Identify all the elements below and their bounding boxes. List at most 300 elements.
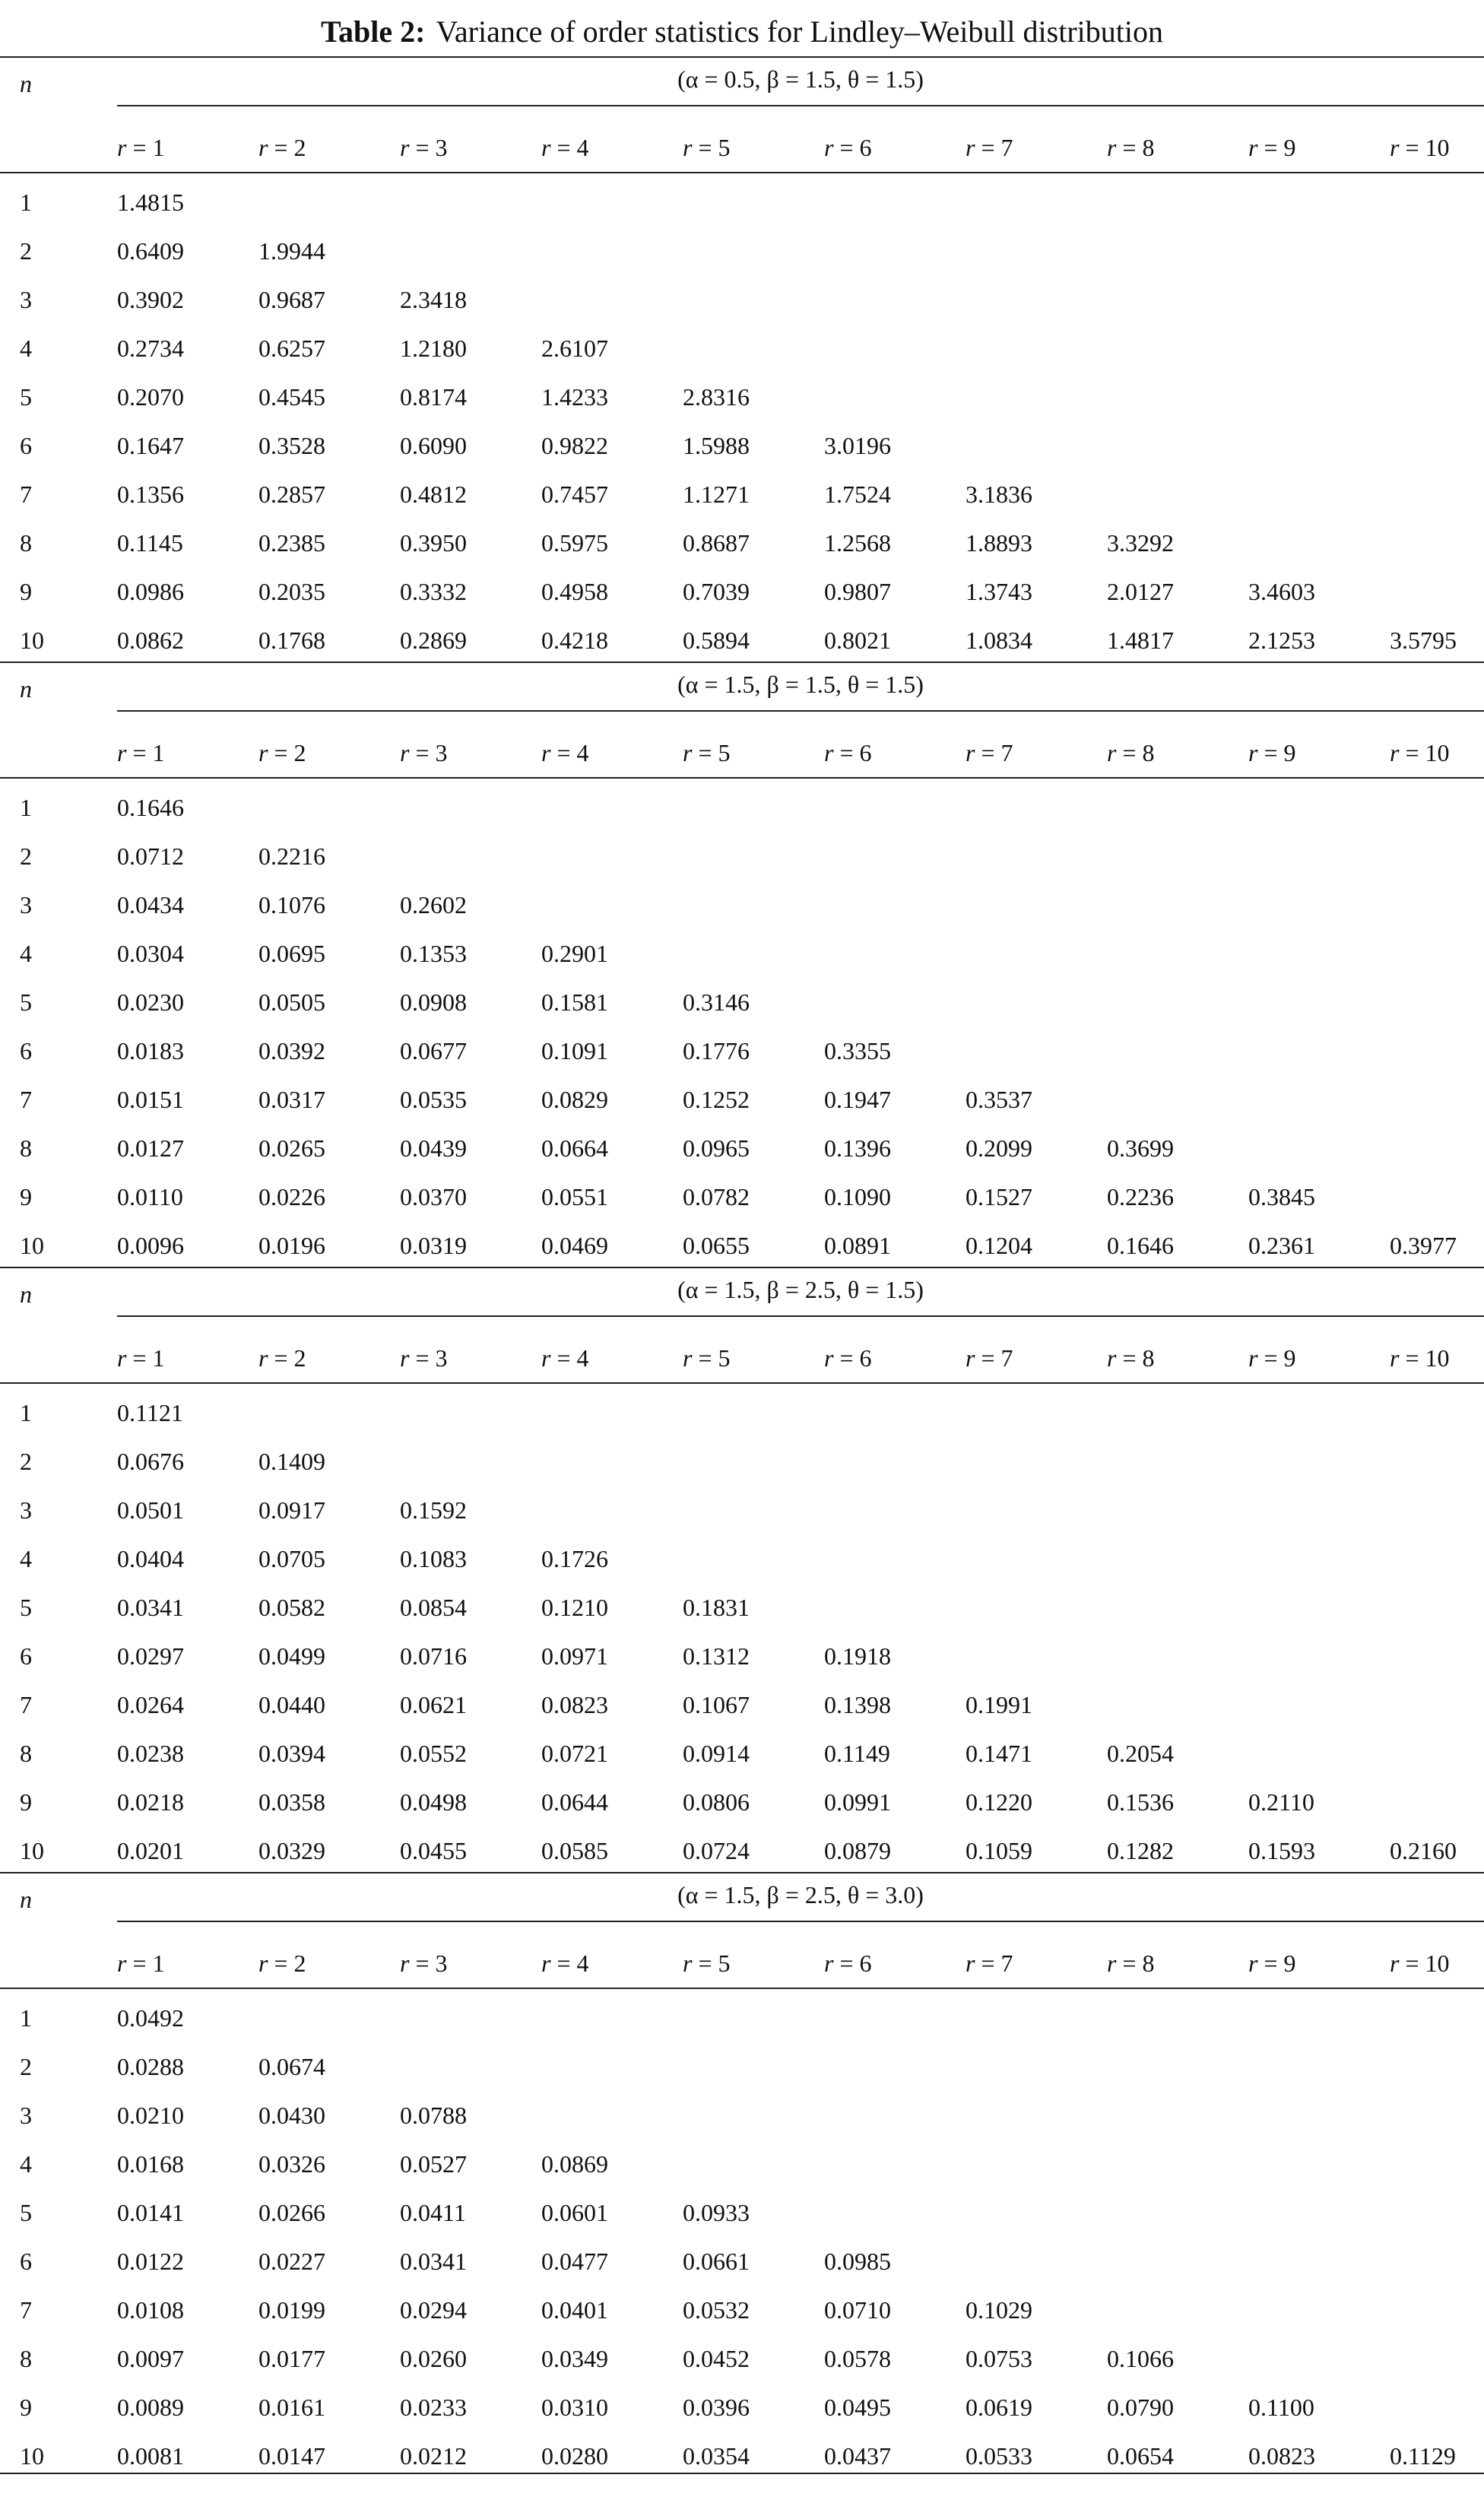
column-header: r = 5 xyxy=(683,1344,731,1372)
table-caption-label: Table 2: xyxy=(321,14,426,49)
column-header-rule xyxy=(0,1988,1484,1989)
column-header: r = 5 xyxy=(683,1950,731,1977)
table-cell: 2.8316 xyxy=(683,383,750,411)
table-cell: 0.0358 xyxy=(258,1788,325,1816)
table-cell: 0.0601 xyxy=(541,2199,608,2226)
table-cell: 2.3418 xyxy=(400,286,467,313)
row-label-n: 8 xyxy=(20,1740,32,1767)
table-cell: 0.1592 xyxy=(400,1496,467,1524)
table-cell: 0.3537 xyxy=(966,1086,1032,1113)
column-header: r = 5 xyxy=(683,739,731,766)
column-header: r = 8 xyxy=(1107,134,1155,161)
column-header: r = 7 xyxy=(966,739,1013,766)
table-cell: 0.0404 xyxy=(117,1545,184,1572)
table-cell: 0.0437 xyxy=(824,2442,891,2470)
table-cell: 0.0455 xyxy=(400,1837,467,1864)
parameter-underline-rule xyxy=(117,105,1484,106)
table-cell: 0.0661 xyxy=(683,2248,750,2275)
table-cell: 0.1593 xyxy=(1248,1837,1315,1864)
row-label-n: 3 xyxy=(20,2102,32,2129)
table-cell: 0.2869 xyxy=(400,627,467,654)
table-block xyxy=(0,56,1484,661)
table-cell: 0.0854 xyxy=(400,1594,467,1621)
table-cell: 0.3699 xyxy=(1107,1134,1174,1162)
table-cell: 0.0168 xyxy=(117,2150,184,2178)
table-cell: 0.0370 xyxy=(400,1183,467,1210)
column-header: r = 10 xyxy=(1390,1950,1450,1977)
table-block xyxy=(0,1267,1484,1872)
column-header: r = 9 xyxy=(1248,1950,1296,1977)
table-cell: 0.0532 xyxy=(683,2296,750,2324)
column-header: r = 2 xyxy=(258,1344,306,1372)
table-cell: 0.0310 xyxy=(541,2394,608,2421)
table-cell: 0.0349 xyxy=(541,2345,608,2372)
table-cell: 0.2054 xyxy=(1107,1740,1174,1767)
table-cell: 0.0394 xyxy=(258,1740,325,1767)
column-header: r = 3 xyxy=(400,134,448,161)
table-cell: 0.0127 xyxy=(117,1134,184,1162)
table-cell: 0.0151 xyxy=(117,1086,184,1113)
column-header: r = 3 xyxy=(400,739,448,766)
table-cell: 0.0790 xyxy=(1107,2394,1174,2421)
table-cell: 0.2216 xyxy=(258,842,325,870)
table-cell: 0.0401 xyxy=(541,2296,608,2324)
table-cell: 0.0710 xyxy=(824,2296,891,2324)
table-cell: 0.0971 xyxy=(541,1642,608,1670)
table-cell: 0.0089 xyxy=(117,2394,184,2421)
column-header: r = 2 xyxy=(258,739,306,766)
row-label-n: 2 xyxy=(20,2053,32,2080)
column-header: r = 7 xyxy=(966,1344,1013,1372)
table-cell: 0.1220 xyxy=(966,1788,1032,1816)
table-cell: 3.0196 xyxy=(824,432,891,459)
table-cell: 0.1312 xyxy=(683,1642,750,1670)
table-cell: 0.0498 xyxy=(400,1788,467,1816)
table-cell: 0.0862 xyxy=(117,627,184,654)
table-cell: 0.1066 xyxy=(1107,2345,1174,2372)
column-header: r = 9 xyxy=(1248,739,1296,766)
table-cell: 0.4812 xyxy=(400,481,467,508)
block-top-rule xyxy=(0,1267,1484,1268)
row-label-n: 4 xyxy=(20,1545,32,1572)
table-cell: 0.0721 xyxy=(541,1740,608,1767)
row-label-n: 1 xyxy=(20,1399,32,1426)
table-block xyxy=(0,661,1484,1267)
row-label-n: 8 xyxy=(20,2345,32,2372)
table-cell: 0.0619 xyxy=(966,2394,1032,2421)
table-cell: 0.2734 xyxy=(117,335,184,362)
column-header: r = 10 xyxy=(1390,1344,1450,1372)
table-cell: 0.4545 xyxy=(258,383,325,411)
row-label-n: 10 xyxy=(20,1232,44,1259)
table-cell: 0.0891 xyxy=(824,1232,891,1259)
table-cell: 0.0965 xyxy=(683,1134,750,1162)
column-header: r = 8 xyxy=(1107,1344,1155,1372)
table-cell: 0.0879 xyxy=(824,1837,891,1864)
table-cell: 0.1831 xyxy=(683,1594,750,1621)
column-header: r = 1 xyxy=(117,134,165,161)
row-label-n: 6 xyxy=(20,1642,32,1670)
table-cell: 0.0823 xyxy=(541,1691,608,1718)
table-cell: 0.5894 xyxy=(683,627,750,654)
table-cell: 0.0724 xyxy=(683,1837,750,1864)
table-cell: 0.1076 xyxy=(258,891,325,918)
table-cell: 0.0230 xyxy=(117,988,184,1016)
table-cell: 0.0226 xyxy=(258,1183,325,1210)
table-cell: 0.0434 xyxy=(117,891,184,918)
table-cell: 0.0319 xyxy=(400,1232,467,1259)
table-cell: 0.1947 xyxy=(824,1086,891,1113)
table-cell: 0.3977 xyxy=(1390,1232,1457,1259)
table-cell: 0.0492 xyxy=(117,2004,184,2032)
table-cell: 0.7039 xyxy=(683,578,750,605)
table-cell: 0.1090 xyxy=(824,1183,891,1210)
table-cell: 0.0196 xyxy=(258,1232,325,1259)
parameter-header: (α = 0.5, β = 1.5, θ = 1.5) xyxy=(677,65,924,93)
table-cell: 0.2035 xyxy=(258,578,325,605)
table-cell: 0.8687 xyxy=(683,529,750,557)
table-cell: 0.0716 xyxy=(400,1642,467,1670)
table-cell: 0.1536 xyxy=(1107,1788,1174,1816)
table-cell: 0.1768 xyxy=(258,627,325,654)
table-cell: 0.0644 xyxy=(541,1788,608,1816)
table-cell: 0.0933 xyxy=(683,2199,750,2226)
table-cell: 3.1836 xyxy=(966,481,1032,508)
table-cell: 0.1527 xyxy=(966,1183,1032,1210)
table-cell: 0.2602 xyxy=(400,891,467,918)
row-label-n: 5 xyxy=(20,2199,32,2226)
table-cell: 1.4233 xyxy=(541,383,608,411)
table-cell: 0.0499 xyxy=(258,1642,325,1670)
table-cell: 0.0495 xyxy=(824,2394,891,2421)
table-cell: 0.1210 xyxy=(541,1594,608,1621)
column-header: r = 9 xyxy=(1248,134,1296,161)
table-cell: 0.0141 xyxy=(117,2199,184,2226)
table-cell: 0.0551 xyxy=(541,1183,608,1210)
table-cell: 0.3146 xyxy=(683,988,750,1016)
table-cell: 0.1059 xyxy=(966,1837,1032,1864)
table-cell: 0.8174 xyxy=(400,383,467,411)
table-cell: 1.4817 xyxy=(1107,627,1174,654)
row-header-n: n xyxy=(20,1280,32,1308)
row-label-n: 5 xyxy=(20,988,32,1016)
column-header: r = 3 xyxy=(400,1344,448,1372)
table-cell: 1.1271 xyxy=(683,481,750,508)
table-cell: 1.4815 xyxy=(117,189,184,216)
table-cell: 0.0288 xyxy=(117,2053,184,2080)
table-cell: 0.6409 xyxy=(117,237,184,265)
table-cell: 0.0227 xyxy=(258,2248,325,2275)
table-cell: 0.0705 xyxy=(258,1545,325,1572)
row-label-n: 7 xyxy=(20,1691,32,1718)
column-header: r = 7 xyxy=(966,1950,1013,1977)
table-cell: 1.0834 xyxy=(966,627,1032,654)
row-label-n: 1 xyxy=(20,189,32,216)
parameter-header: (α = 1.5, β = 2.5, θ = 3.0) xyxy=(677,1881,924,1908)
table-cell: 0.0110 xyxy=(117,1183,183,1210)
table-cell: 0.8021 xyxy=(824,627,891,654)
parameter-header: (α = 1.5, β = 1.5, θ = 1.5) xyxy=(677,671,924,698)
table-cell: 0.0294 xyxy=(400,2296,467,2324)
row-label-n: 5 xyxy=(20,1594,32,1621)
table-cell: 0.9807 xyxy=(824,578,891,605)
row-label-n: 10 xyxy=(20,2442,44,2470)
column-header-rule xyxy=(0,172,1484,173)
table-cell: 0.0430 xyxy=(258,2102,325,2129)
table-cell: 0.1776 xyxy=(683,1037,750,1064)
table-cell: 0.3845 xyxy=(1248,1183,1315,1210)
row-label-n: 7 xyxy=(20,1086,32,1113)
table-cell: 0.9822 xyxy=(541,432,608,459)
table-cell: 0.0081 xyxy=(117,2442,184,2470)
table-cell: 0.0985 xyxy=(824,2248,891,2275)
table-cell: 0.0238 xyxy=(117,1740,184,1767)
table-cell: 0.0452 xyxy=(683,2345,750,2372)
table-cell: 1.9944 xyxy=(258,237,325,265)
row-label-n: 3 xyxy=(20,891,32,918)
table-caption xyxy=(0,8,1484,56)
column-header-rule xyxy=(0,777,1484,779)
table-cell: 0.0505 xyxy=(258,988,325,1016)
table-cell: 0.2110 xyxy=(1248,1788,1314,1816)
table-cell: 1.5988 xyxy=(683,432,750,459)
table-cell: 0.0233 xyxy=(400,2394,467,2421)
table-cell: 2.1253 xyxy=(1248,627,1315,654)
row-label-n: 10 xyxy=(20,627,44,654)
table-caption-text: Variance of order statistics for Lindley–Weibull distribution xyxy=(436,14,1163,49)
table-cell: 0.0501 xyxy=(117,1496,184,1524)
table-cell: 0.0806 xyxy=(683,1788,750,1816)
table-cell: 3.5795 xyxy=(1390,627,1457,654)
table-cell: 0.0674 xyxy=(258,2053,325,2080)
table-cell: 0.0260 xyxy=(400,2345,467,2372)
table-cell: 0.2857 xyxy=(258,481,325,508)
table-cell: 0.1204 xyxy=(966,1232,1032,1259)
table-cell: 1.7524 xyxy=(824,481,891,508)
table-cell: 0.0469 xyxy=(541,1232,608,1259)
row-label-n: 10 xyxy=(20,1837,44,1864)
table-cell: 0.3950 xyxy=(400,529,467,557)
table-cell: 0.0829 xyxy=(541,1086,608,1113)
table-cell: 0.5975 xyxy=(541,529,608,557)
parameter-header: (α = 1.5, β = 2.5, θ = 1.5) xyxy=(677,1276,924,1303)
table-cell: 0.0122 xyxy=(117,2248,184,2275)
row-header-n: n xyxy=(20,70,32,97)
parameter-underline-rule xyxy=(117,710,1484,712)
table-cell: 0.1398 xyxy=(824,1691,891,1718)
table-cell: 1.2180 xyxy=(400,335,467,362)
table-cell: 0.0621 xyxy=(400,1691,467,1718)
parameter-underline-rule xyxy=(117,1315,1484,1317)
table-cell: 0.0753 xyxy=(966,2345,1032,2372)
table-block xyxy=(0,1872,1484,2477)
table-bottom-rule xyxy=(0,2473,1484,2474)
table-cell: 0.7457 xyxy=(541,481,608,508)
table-cell: 0.0304 xyxy=(117,940,184,967)
table-cell: 0.0991 xyxy=(824,1788,891,1816)
table-cell: 0.9687 xyxy=(258,286,325,313)
row-label-n: 5 xyxy=(20,383,32,411)
column-header: r = 6 xyxy=(824,134,872,161)
column-header: r = 9 xyxy=(1248,1344,1296,1372)
row-label-n: 3 xyxy=(20,286,32,313)
column-header: r = 6 xyxy=(824,1950,872,1977)
row-label-n: 4 xyxy=(20,940,32,967)
table-cell: 0.4958 xyxy=(541,578,608,605)
table-cell: 0.0326 xyxy=(258,2150,325,2178)
column-header: r = 6 xyxy=(824,1344,872,1372)
table-cell: 0.4218 xyxy=(541,627,608,654)
table-cell: 0.0578 xyxy=(824,2345,891,2372)
table-cell: 0.0096 xyxy=(117,1232,184,1259)
table-cell: 0.1067 xyxy=(683,1691,750,1718)
table-cell: 2.6107 xyxy=(541,335,608,362)
table-cell: 0.2236 xyxy=(1107,1183,1174,1210)
table-cell: 0.0354 xyxy=(683,2442,750,2470)
table-cell: 0.0161 xyxy=(258,2394,325,2421)
table-cell: 0.0552 xyxy=(400,1740,467,1767)
table-cell: 0.2361 xyxy=(1248,1232,1315,1259)
column-header: r = 10 xyxy=(1390,739,1450,766)
table-cell: 0.0341 xyxy=(400,2248,467,2275)
table-cell: 0.0535 xyxy=(400,1086,467,1113)
table-cell: 0.0440 xyxy=(258,1691,325,1718)
table-cell: 0.0655 xyxy=(683,1232,750,1259)
table-cell: 0.3332 xyxy=(400,578,467,605)
table-cell: 1.8893 xyxy=(966,529,1032,557)
row-label-n: 6 xyxy=(20,2248,32,2275)
table-cell: 0.2160 xyxy=(1390,1837,1457,1864)
table-cell: 0.0329 xyxy=(258,1837,325,1864)
table-cell: 0.0676 xyxy=(117,1448,184,1475)
table-cell: 0.0782 xyxy=(683,1183,750,1210)
table-cell: 0.0917 xyxy=(258,1496,325,1524)
table-cell: 0.0695 xyxy=(258,940,325,967)
table-cell: 0.1145 xyxy=(117,529,183,557)
table-cell: 0.0477 xyxy=(541,2248,608,2275)
table-cell: 0.1091 xyxy=(541,1037,608,1064)
row-label-n: 7 xyxy=(20,2296,32,2324)
table-cell: 0.1396 xyxy=(824,1134,891,1162)
table-cell: 0.0266 xyxy=(258,2199,325,2226)
parameter-underline-rule xyxy=(117,1921,1484,1922)
table-cell: 0.1471 xyxy=(966,1740,1032,1767)
row-label-n: 1 xyxy=(20,794,32,821)
table-cell: 0.1356 xyxy=(117,481,184,508)
table-cell: 0.0823 xyxy=(1248,2442,1315,2470)
table-cell: 0.0108 xyxy=(117,2296,184,2324)
row-header-n: n xyxy=(20,675,32,703)
table-cell: 0.0218 xyxy=(117,1788,184,1816)
table-cell: 1.2568 xyxy=(824,529,891,557)
table-cell: 0.1353 xyxy=(400,940,467,967)
table-cell: 0.0788 xyxy=(400,2102,467,2129)
row-label-n: 4 xyxy=(20,335,32,362)
column-header: r = 2 xyxy=(258,1950,306,1977)
table-cell: 0.1252 xyxy=(683,1086,750,1113)
table-cell: 0.0869 xyxy=(541,2150,608,2178)
table-cell: 0.0396 xyxy=(683,2394,750,2421)
table-cell: 0.0147 xyxy=(258,2442,325,2470)
column-header: r = 4 xyxy=(541,1950,589,1977)
row-label-n: 2 xyxy=(20,1448,32,1475)
row-label-n: 2 xyxy=(20,842,32,870)
row-header-n: n xyxy=(20,1886,32,1913)
table-cell: 0.1029 xyxy=(966,2296,1032,2324)
table-cell: 0.1726 xyxy=(541,1545,608,1572)
table-cell: 0.0908 xyxy=(400,988,467,1016)
table-cell: 0.0411 xyxy=(400,2199,466,2226)
table-cell: 0.1129 xyxy=(1390,2442,1456,2470)
column-header: r = 5 xyxy=(683,134,731,161)
table-cell: 0.6257 xyxy=(258,335,325,362)
row-label-n: 9 xyxy=(20,2394,32,2421)
table-cell: 0.0533 xyxy=(966,2442,1032,2470)
column-header: r = 1 xyxy=(117,1344,165,1372)
column-header: r = 4 xyxy=(541,1344,589,1372)
column-header: r = 1 xyxy=(117,1950,165,1977)
table-cell: 0.1100 xyxy=(1248,2394,1314,2421)
table-cell: 0.0212 xyxy=(400,2442,467,2470)
table-cell: 0.0264 xyxy=(117,1691,184,1718)
table-cell: 0.1991 xyxy=(966,1691,1032,1718)
table-cell: 0.0712 xyxy=(117,842,184,870)
table-cell: 0.0392 xyxy=(258,1037,325,1064)
table-cell: 0.1647 xyxy=(117,432,184,459)
table-cell: 0.3355 xyxy=(824,1037,891,1064)
row-label-n: 3 xyxy=(20,1496,32,1524)
table-cell: 0.0097 xyxy=(117,2345,184,2372)
column-header: r = 2 xyxy=(258,134,306,161)
table-cell: 0.0183 xyxy=(117,1037,184,1064)
table-cell: 0.3528 xyxy=(258,432,325,459)
row-label-n: 1 xyxy=(20,2004,32,2032)
table-cell: 0.3902 xyxy=(117,286,184,313)
column-header: r = 4 xyxy=(541,739,589,766)
table-cell: 0.0664 xyxy=(541,1134,608,1162)
table-cell: 0.0280 xyxy=(541,2442,608,2470)
row-label-n: 8 xyxy=(20,529,32,557)
table-cell: 0.0317 xyxy=(258,1086,325,1113)
table-cell: 0.6090 xyxy=(400,432,467,459)
row-label-n: 9 xyxy=(20,1183,32,1210)
table-cell: 0.0177 xyxy=(258,2345,325,2372)
table-cell: 0.0654 xyxy=(1107,2442,1174,2470)
row-label-n: 2 xyxy=(20,237,32,265)
table-cell: 0.2070 xyxy=(117,383,184,411)
table-cell: 0.1918 xyxy=(824,1642,891,1670)
table-cell: 0.0265 xyxy=(258,1134,325,1162)
row-label-n: 9 xyxy=(20,1788,32,1816)
table-cell: 0.1409 xyxy=(258,1448,325,1475)
table-cell: 0.0914 xyxy=(683,1740,750,1767)
row-label-n: 9 xyxy=(20,578,32,605)
table-cell: 0.0582 xyxy=(258,1594,325,1621)
column-header: r = 1 xyxy=(117,739,165,766)
table-cell: 0.0986 xyxy=(117,578,184,605)
table-cell: 0.1149 xyxy=(824,1740,890,1767)
column-header: r = 4 xyxy=(541,134,589,161)
table-cell: 0.2099 xyxy=(966,1134,1032,1162)
table-cell: 0.1083 xyxy=(400,1545,467,1572)
table-cell: 0.0199 xyxy=(258,2296,325,2324)
variance-table xyxy=(0,56,1484,2477)
table-cell: 0.0201 xyxy=(117,1837,184,1864)
block-top-rule xyxy=(0,661,1484,663)
column-header: r = 7 xyxy=(966,134,1013,161)
table-cell: 0.1581 xyxy=(541,988,608,1016)
row-label-n: 6 xyxy=(20,432,32,459)
